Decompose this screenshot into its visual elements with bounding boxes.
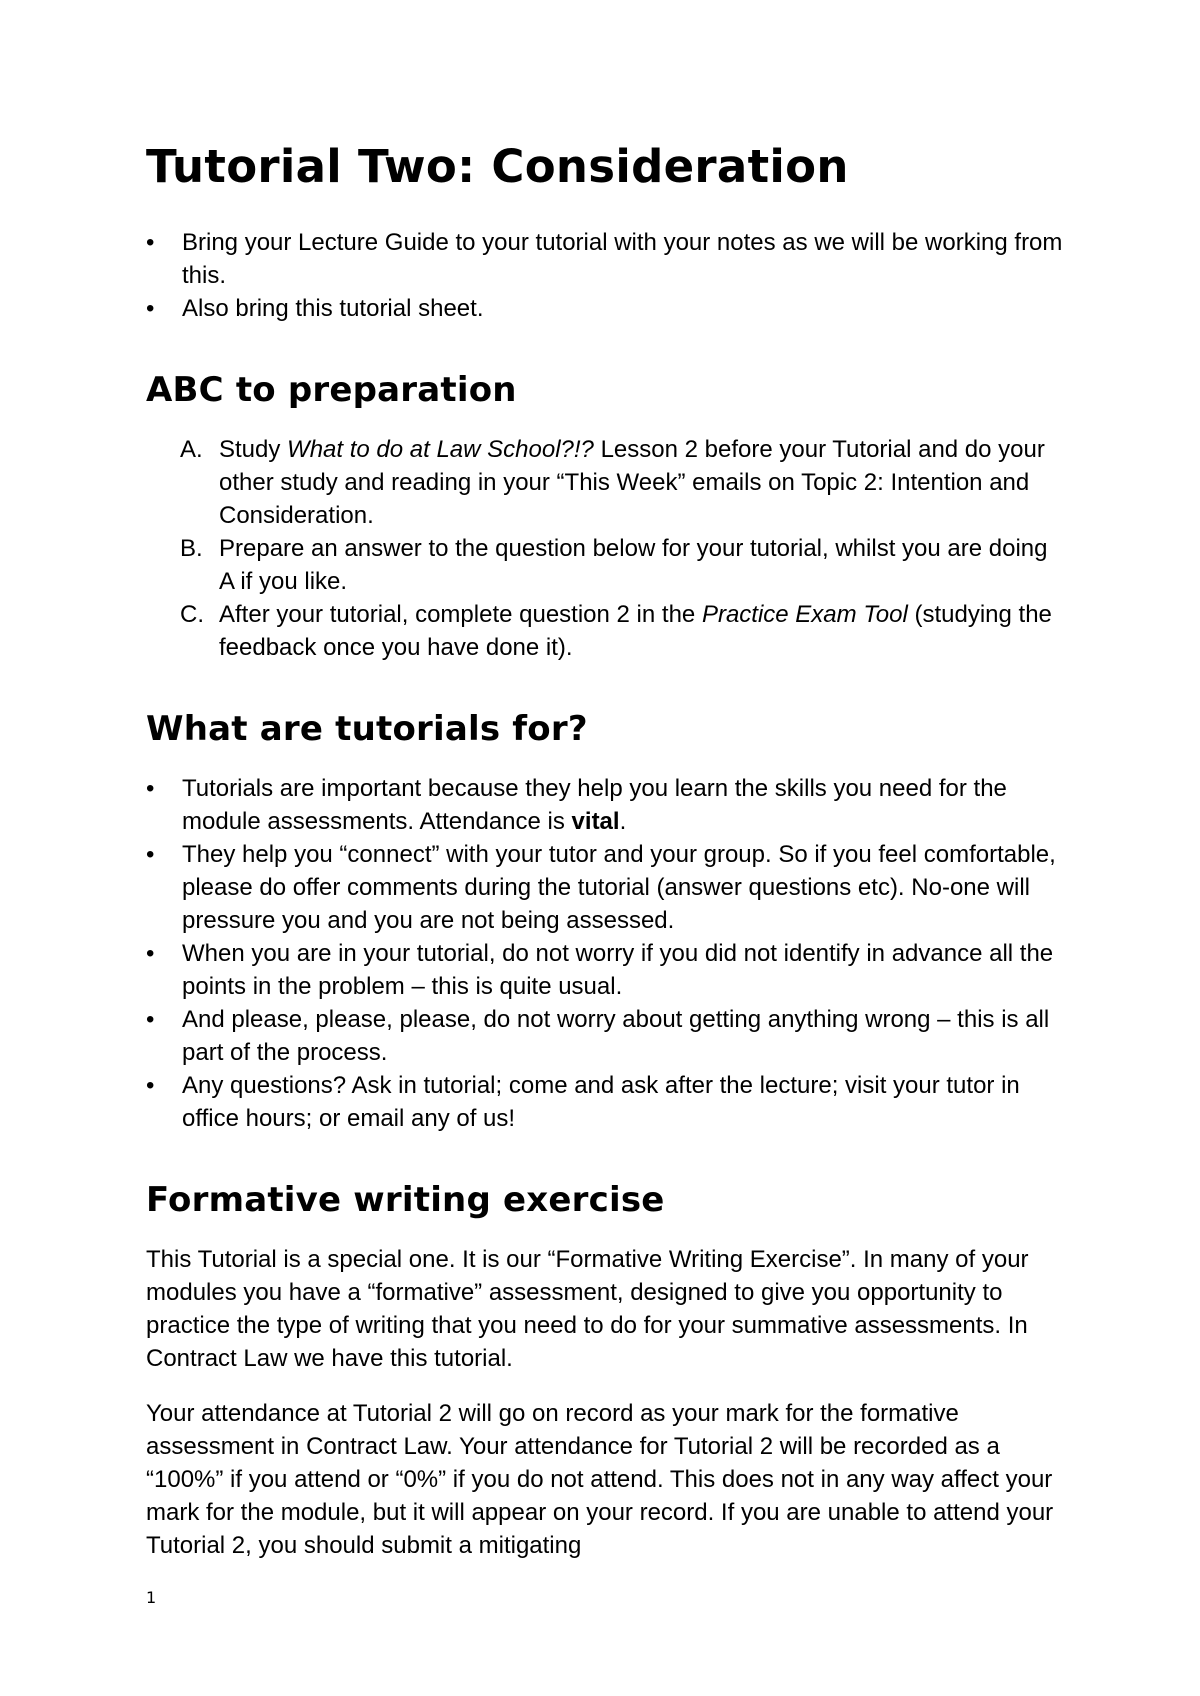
list-item [146, 937, 1066, 1003]
bullet-icon: • [146, 775, 155, 802]
emphasis-text: vital [571, 808, 620, 835]
list-item-text: Prepare an answer to the question below for your tutorial, whilst you are doing A if you like. [219, 535, 1048, 595]
section-heading-tutorials: What are tutorials for? [146, 709, 588, 749]
section-heading-abc: ABC to preparation [146, 370, 517, 410]
list-item-text: When you are in your tutorial, do not worry if you did not identify in advance all the points in the problem – this is quite usual. [182, 940, 1054, 1000]
section-heading-formative: Formative writing exercise [146, 1180, 665, 1220]
book-title: What to do at Law School?!? [287, 436, 594, 463]
list-item-text: And please, please, please, do not worry about getting anything wrong – this is all part of the process. [182, 1006, 1050, 1066]
bullet-icon: • [146, 295, 155, 322]
paragraph: This Tutorial is a special one. It is our “Formative Writing Exercise”. In many of your modules you have a “formative” assessment, designed to give you opportunity to practice the type of writing that you need to do for your summative assessments. In Contract Law we have this tutorial. [146, 1246, 1029, 1372]
list-item-text: Tutorials are important because they help you learn the skills you need for the module assessments. Attendance is [182, 775, 1007, 835]
list-item-text: Any questions? Ask in tutorial; come and ask after the lecture; visit your tutor in office hours; or email any of us! [182, 1072, 1020, 1132]
list-item [146, 226, 1066, 292]
intro-bullet-list [146, 226, 1066, 325]
list-item-text: Also bring this tutorial sheet. [182, 295, 484, 322]
list-item-text: (studying the feedback once you have done it). [219, 601, 1052, 661]
bullet-icon: • [146, 940, 155, 967]
list-item [146, 1069, 1066, 1135]
list-item [146, 772, 1066, 838]
page-title: Tutorial Two: Consideration [146, 140, 849, 193]
page-content [146, 140, 1066, 1584]
list-marker: C. [180, 601, 204, 628]
list-item [146, 1003, 1066, 1069]
list-item [146, 598, 1066, 664]
bullet-icon: • [146, 841, 155, 868]
tool-name: Practice Exam Tool [701, 601, 908, 628]
list-marker: B. [180, 535, 203, 562]
page-number: 1 [146, 1588, 157, 1607]
list-item-text: Study [219, 436, 288, 463]
list-item [146, 838, 1066, 937]
abc-list [146, 433, 1066, 664]
bullet-icon: • [146, 1072, 155, 1099]
list-item [146, 292, 1066, 325]
paragraph: Your attendance at Tutorial 2 will go on record as your mark for the formative assessment in Contract Law. Your attendance for Tutorial 2 will be recorded as a “100%” if you attend or “0%” if you do not attend. This does not in any way affect your mark for the module, but it will appear on your record. If you are unable to attend your Tutorial 2, you should submit a mitigating [146, 1400, 1054, 1559]
list-item [146, 532, 1066, 598]
list-item-text: They help you “connect” with your tutor and your group. So if you feel comfortable, please do offer comments during the tutorial (answer questions etc). No-one will pressure you and you are not being assessed. [182, 841, 1056, 934]
list-item-text: . [619, 808, 627, 835]
list-item-text: Lesson 2 before your Tutorial and do your other study and reading in your “This Week” emails on Topic 2: Intention and Consideration. [219, 436, 1045, 529]
bullet-icon: • [146, 1006, 155, 1033]
list-item-text: After your tutorial, complete question 2 in the [219, 601, 702, 628]
bullet-icon: • [146, 229, 155, 256]
list-marker: A. [180, 436, 203, 463]
list-item-text: Bring your Lecture Guide to your tutorial with your notes as we will be working from this. [182, 229, 1063, 289]
list-item [146, 433, 1066, 532]
tutorials-bullet-list [146, 772, 1066, 1135]
